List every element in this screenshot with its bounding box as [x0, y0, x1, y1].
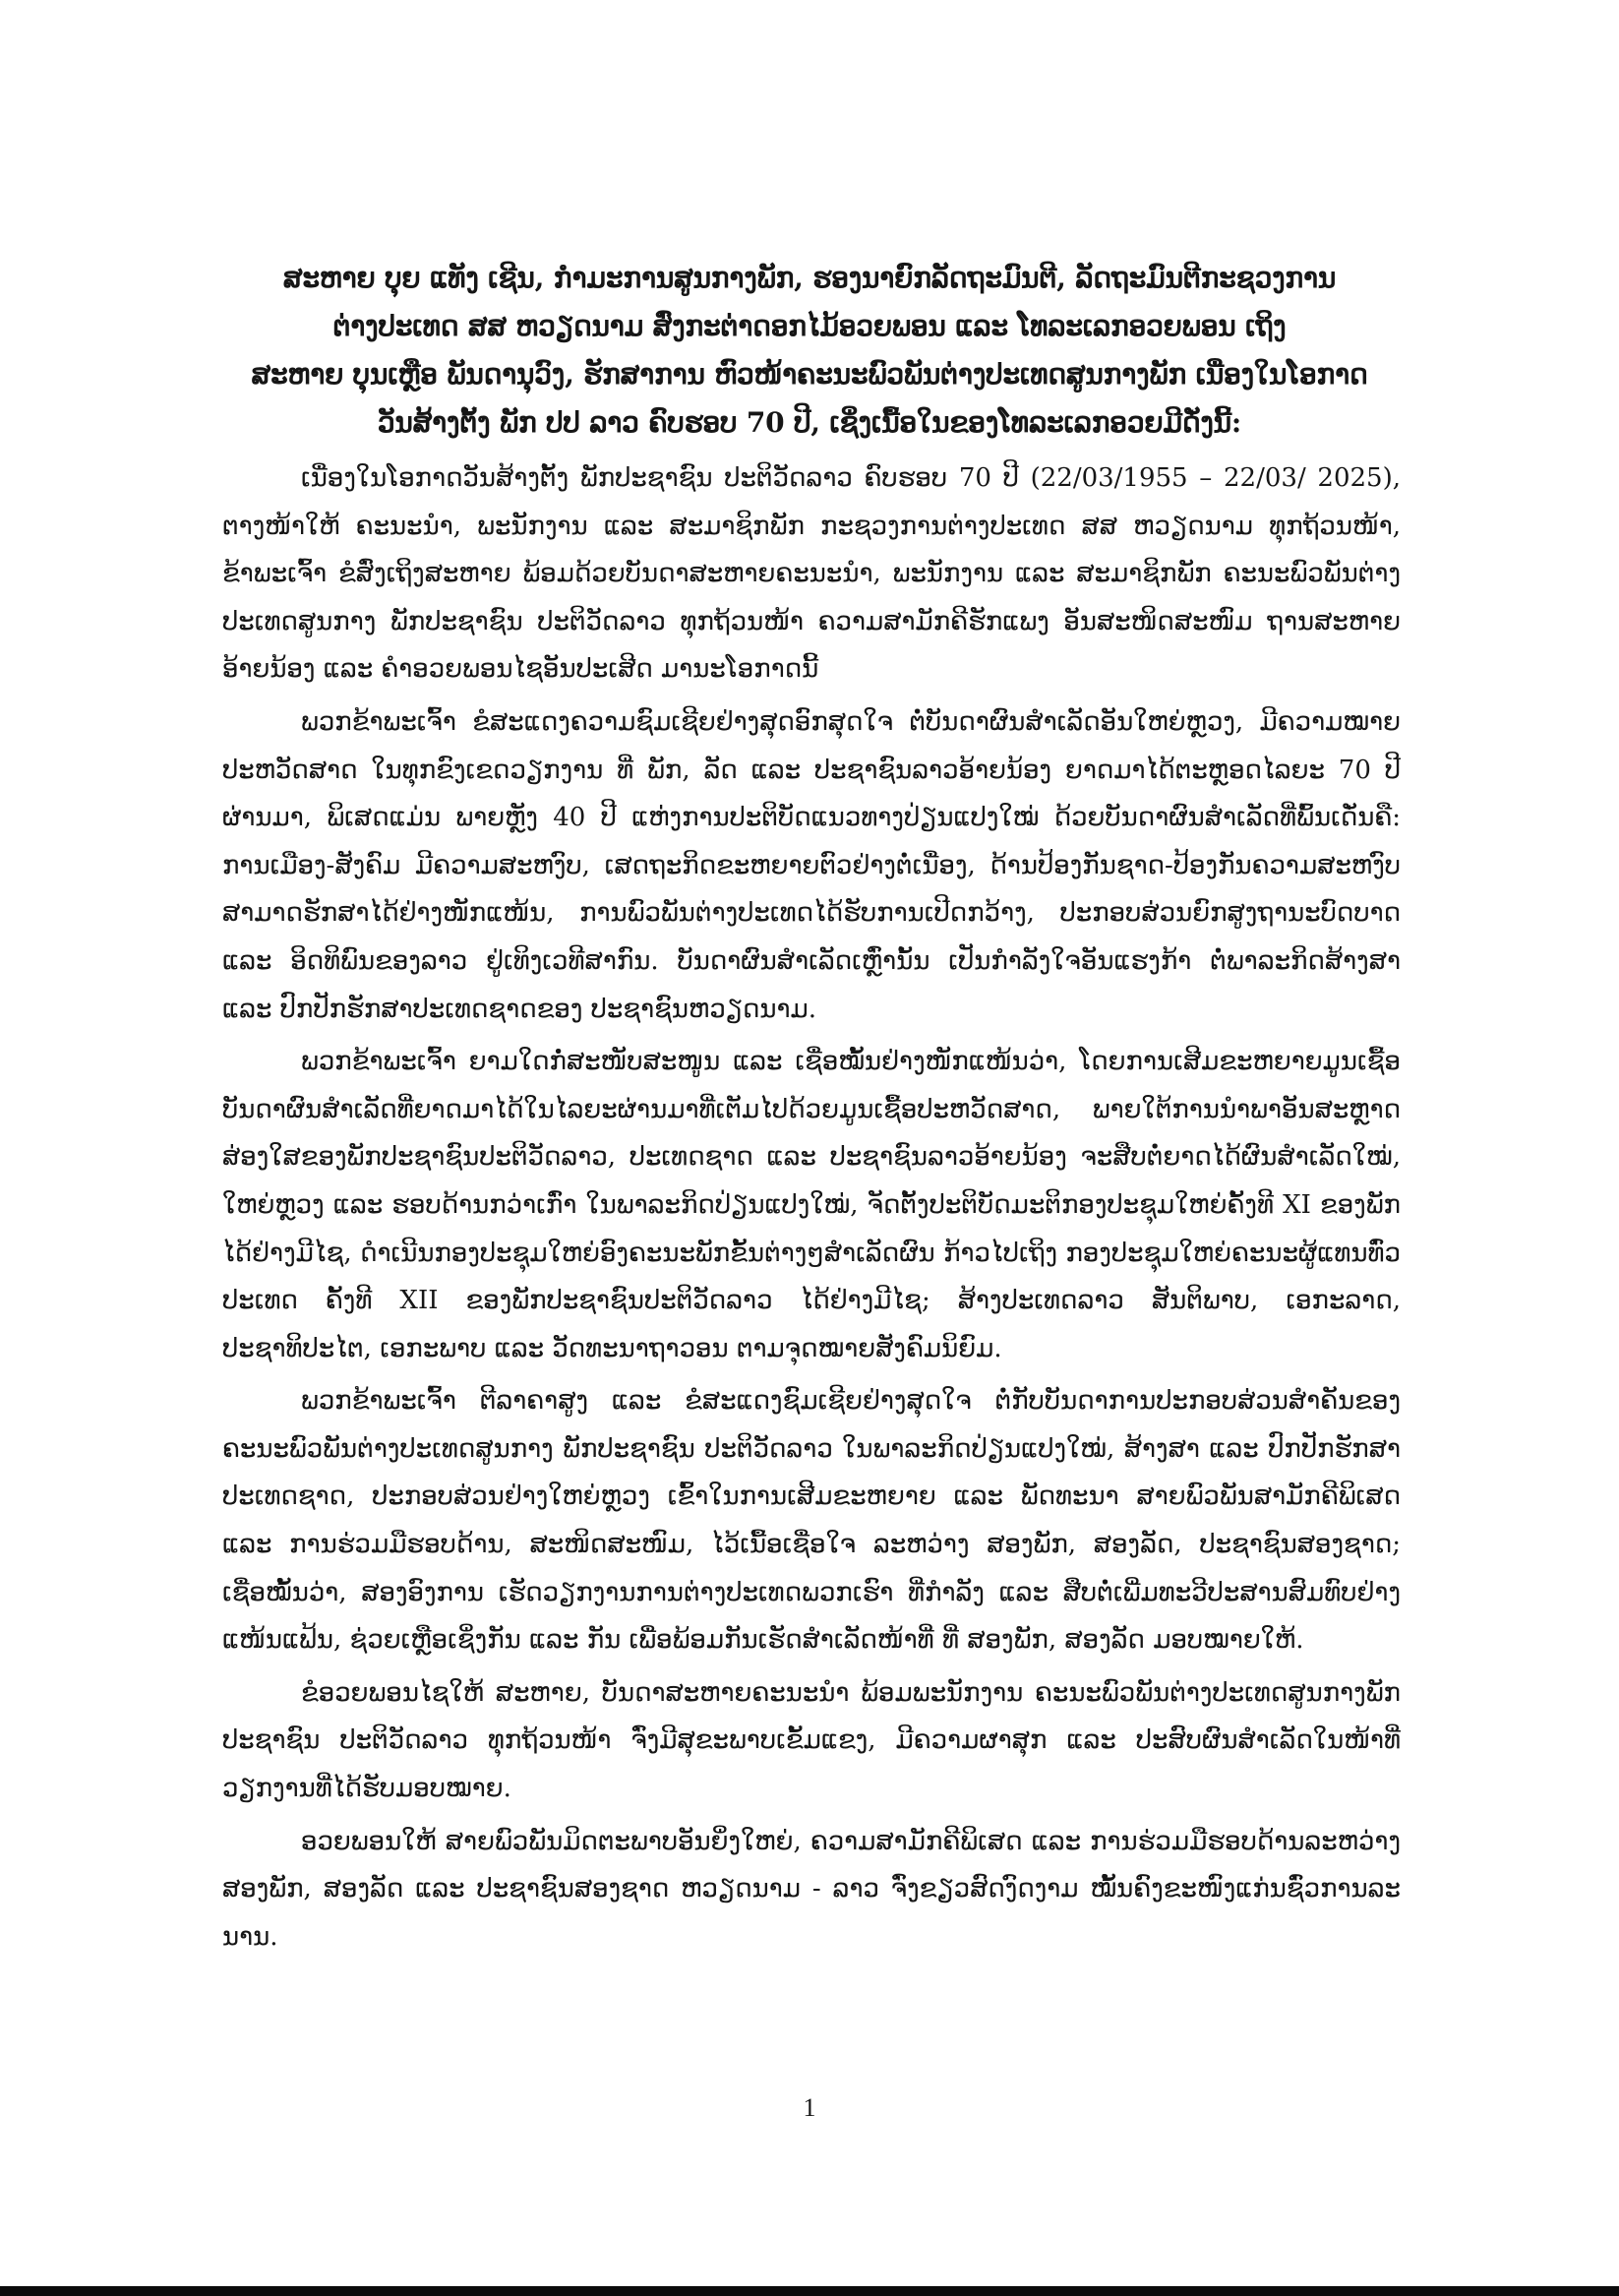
document-title — [211, 254, 1408, 447]
body-paragraph: ຂໍອວຍພອນໄຊໃຫ້ ສະຫາຍ, ບັນດາສະຫາຍຄະນະນໍາ ພ້ອມພະນັກງານ ຄະນະພົວພັນຕ່າງປະເທດສູນກາງພັກປະຊາຊົນ ປະຕິວັດລາວ ທຸກຖ້ວນໜ້າ ຈົ່ງມີສຸຂະພາບເຂັ້ມແຂງ, ມີຄວາມຜາສຸກ ແລະ ປະສົບຜົນສໍາເລັດໃນໜ້າທີ່ວຽກງານທີ່ໄດ້ຮັບມອບໝາຍ. — [222, 1677, 1401, 1804]
body-paragraph: ພວກຂ້າພະເຈົ້າ ຕີລາຄາສູງ ແລະ ຂໍສະແດງຊົມເຊີຍຢ່າງສຸດໃຈ ຕໍ່ກັບບັນດາການປະກອບສ່ວນສໍາຄັນຂອງຄະນະພົວພັນຕ່າງປະເທດສູນກາງ ພັກປະຊາຊົນ ປະຕິວັດລາວ ໃນພາລະກິດປ່ຽນແປງໃໝ່, ສ້າງສາ ແລະ ປົກປັກຮັກສາປະເທດຊາດ, ປະກອບສ່ວນຢ່າງໃຫຍ່ຫຼວງ ເຂົ້າໃນການເສີມຂະຫຍາຍ ແລະ ພັດທະນາ ສາຍພົວພັນສາມັກຄີພິເສດ ແລະ ການຮ່ວມມືຮອບດ້ານ, ສະໜິດສະໜົມ, ໄວ້ເນື້ອເຊື່ອໃຈ ລະຫວ່າງ ສອງພັກ, ສອງລັດ, ປະຊາຊົນສອງຊາດ; ເຊື່ອໝັ້ນວ່າ, ສອງອົງການ ເຮັດວຽກງານການຕ່າງປະເທດພວກເຮົາ ທີ່ກຳລັງ ແລະ ສືບຕໍ່ເພີ່ມທະວີປະສານສົມທົບຢ່າງແໜ້ນແຟ້ນ, ຊ່ວຍເຫຼືອເຊິ່ງກັນ ແລະ ກັນ ເພື່ອພ້ອມກັນເຮັດສໍາເລັດໜ້າທີ່ ທີ່ ສອງພັກ, ສອງລັດ ມອບໝາຍໃຫ້. — [222, 1386, 1401, 1656]
document-body — [222, 454, 1401, 1965]
scan-border — [0, 2286, 1619, 2296]
title-line: ວັນສ້າງຕັ້ງ ພັກ ປປ ລາວ ຄົບຮອບ 70 ປີ, ເຊິ່ງເນື້ອໃນຂອງໂທລະເລກອວຍມີດັ່ງນີ້: — [377, 406, 1242, 439]
body-paragraph: ເນື່ອງໃນໂອກາດວັນສ້າງຕັ້ງ ພັກປະຊາຊົນ ປະຕິວັດລາວ ຄົບຮອບ 70 ປີ (22/03/1955 – 22/03/ 2025), ຕາງໜ້າໃຫ້ ຄະນະນໍາ, ພະນັກງານ ແລະ ສະມາຊິກພັກ ກະຊວງການຕ່າງປະເທດ ສສ ຫວຽດນາມ ທຸກຖ້ວນໜ້າ, ຂ້າພະເຈົ້າ ຂໍສົ່ງເຖິງສະຫາຍ ພ້ອມດ້ວຍບັນດາສະຫາຍຄະນະນໍາ, ພະນັກງານ ແລະ ສະມາຊິກພັກ ຄະນະພົວພັນຕ່າງປະເທດສູນກາງ ພັກປະຊາຊົນ ປະຕິວັດລາວ ທຸກຖ້ວນໜ້າ ຄວາມສາມັກຄີຮັກແພງ ອັນສະໜິດສະໜົມ ຖານສະຫາຍອ້າຍນ້ອງ ແລະ ຄຳອວຍພອນໄຊອັນປະເສີດ ມານະໂອກາດນີ້ — [222, 463, 1401, 685]
body-paragraph: ພວກຂ້າພະເຈົ້າ ຂໍສະແດງຄວາມຊົມເຊີຍຢ່າງສຸດອົກສຸດໃຈ ຕໍ່ບັນດາຜົນສໍາເລັດອັນໃຫຍ່ຫຼວງ, ມີຄວາມໝາຍປະຫວັດສາດ ໃນທຸກຂົງເຂດວຽກງານ ທີ່ ພັກ, ລັດ ແລະ ປະຊາຊົນລາວອ້າຍນ້ອງ ຍາດມາໄດ້ຕະຫຼອດໄລຍະ 70 ປີ ຜ່ານມາ, ພິເສດແມ່ນ ພາຍຫຼັງ 40 ປີ ແຫ່ງການປະຕິບັດແນວທາງປ່ຽນແປງໃໝ່ ດ້ວຍບັນດາຜົນສໍາເລັດທີ່ພົ້ນເດັ່ນຄື: ການເມືອງ-ສັງຄົມ ມີຄວາມສະຫງົບ, ເສດຖະກິດຂະຫຍາຍຕົວຢ່າງຕໍ່ເນື່ອງ, ດ້ານປ້ອງກັນຊາດ-ປ້ອງກັນຄວາມສະຫງົບສາມາດຮັກສາໄດ້ຢ່າງໜັກແໜ້ນ, ການພົວພັນຕ່າງປະເທດໄດ້ຮັບການເປີດກວ້າງ, ປະກອບສ່ວນຍົກສູງຖານະບົດບາດ ແລະ ອິດທິພົນຂອງລາວ ຢູ່ເທິງເວທີສາກົນ. ບັນດາຜົນສໍາເລັດເຫຼົ່ານັ້ນ ເປັນກຳລັງໃຈອັນແຮງກ້າ ຕໍ່ພາລະກິດສ້າງສາ ແລະ ປົກປັກຮັກສາປະເທດຊາດຂອງ ປະຊາຊົນຫວຽດນາມ. — [222, 706, 1401, 1024]
page-number: 1 — [803, 2093, 816, 2122]
body-paragraph: ພວກຂ້າພະເຈົ້າ ຍາມໃດກໍ່ສະໜັບສະໜູນ ແລະ ເຊື່ອໝັ້ນຢ່າງໜັກແໜ້ນວ່າ, ໂດຍການເສີມຂະຫຍາຍມູນເຊື້ອບັນດາຜົນສໍາເລັດທີ່ຍາດມາໄດ້ໃນໄລຍະຜ່ານມາທີ່ເຕັມໄປດ້ວຍມູນເຊື້ອປະຫວັດສາດ, ພາຍໃຕ້ການນໍາພາອັນສະຫຼາດສ່ອງໃສຂອງພັກປະຊາຊົນປະຕິວັດລາວ, ປະເທດຊາດ ແລະ ປະຊາຊົນລາວອ້າຍນ້ອງ ຈະສືບຕໍ່ຍາດໄດ້ຜົນສໍາເລັດໃໝ່, ໃຫຍ່ຫຼວງ ແລະ ຮອບດ້ານກວ່າເກົ່າ ໃນພາລະກິດປ່ຽນແປງໃໝ່, ຈັດຕັ້ງປະຕິບັດມະຕິກອງປະຊຸມໃຫຍ່ຄັ້ງທີ XI ຂອງພັກໄດ້ຢ່າງມີໄຊ, ດໍາເນີນກອງປະຊຸມໃຫຍ່ອົງຄະນະພັກຂັ້ນຕ່າງໆສໍາເລັດຜົນ ກ້າວໄປເຖິງ ກອງປະຊຸມໃຫຍ່ຄະນະຜູ້ແທນທົ່ວປະເທດ ຄັ້ງທີ XII ຂອງພັກປະຊາຊົນປະຕິວັດລາວ ໄດ້ຢ່າງມີໄຊ; ສ້າງປະເທດລາວ ສັນຕິພາບ, ເອກະລາດ, ປະຊາທິປະໄຕ, ເອກະພາບ ແລະ ວັດທະນາຖາວອນ ຕາມຈຸດໝາຍສັງຄົມນິຍົມ. — [222, 1047, 1401, 1363]
title-line: ສະຫາຍ ບຸຍ ແທັງ ເຊີນ, ກຳມະການສູນກາງພັກ, ຮອງນາຍົກລັດຖະມົນຕີ, ລັດຖະມົນຕີກະຊວງການ — [282, 262, 1337, 294]
title-line: ສະຫາຍ ບຸນເຫຼືອ ພັນດານຸວົງ, ຮັກສາການ ຫົວໜ້າຄະນະພົວພັນຕ່າງປະເທດສູນກາງພັກ ເນື່ອງໃນໂອກາດ — [251, 358, 1368, 391]
body-paragraph: ອວຍພອນໃຫ້ ສາຍພົວພັນມິດຕະພາບອັນຍິ່ງໃຫຍ່, ຄວາມສາມັກຄີພິເສດ ແລະ ການຮ່ວມມືຮອບດ້ານລະຫວ່າງ ສອງພັກ, ສອງລັດ ແລະ ປະຊາຊົນສອງຊາດ ຫວຽດນາມ - ລາວ ຈົ່ງຂຽວສົດງົດງາມ ໝັ້ນຄົງຂະໜົງແກ່ນຊົ່ວການລະນານ. — [222, 1826, 1401, 1952]
title-line: ຕ່າງປະເທດ ສສ ຫວຽດນາມ ສົ່ງກະຕ່າດອກໄມ້ອວຍພອນ ແລະ ໂທລະເລກອວຍພອນ ເຖິງ — [332, 310, 1287, 342]
